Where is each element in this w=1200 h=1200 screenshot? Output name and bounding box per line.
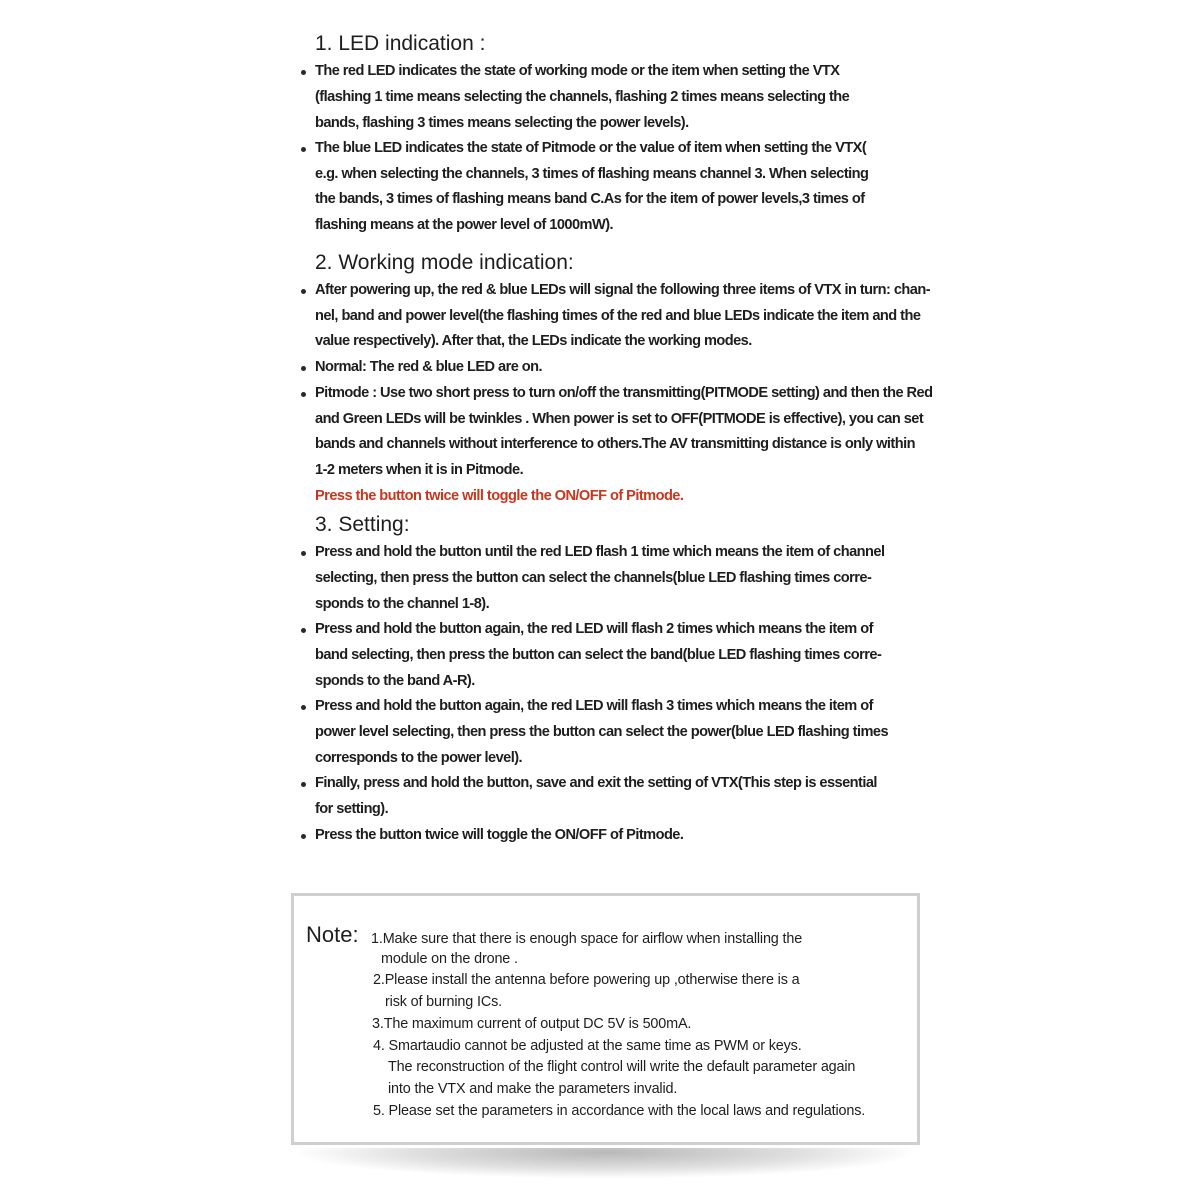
text-line: (flashing 1 time means selecting the channels, flashing 2 times means selecting the bbox=[315, 89, 850, 105]
text-line: sponds to the channel 1-8). bbox=[315, 596, 490, 612]
bullet-dot bbox=[301, 70, 306, 75]
bullet-dot bbox=[301, 366, 306, 371]
text-line: bands, flashing 3 times means selecting the power levels). bbox=[315, 115, 689, 131]
text-line: nel, band and power level(the flashing times of the red and blue LEDs indicate the item and the bbox=[315, 308, 921, 324]
bullet-dot bbox=[301, 289, 306, 294]
text-line: The blue LED indicates the state of Pitmode or the value of item when setting the VTX( bbox=[315, 140, 867, 156]
text-line: power level selecting, then press the button can select the power(blue LED flashing times bbox=[315, 724, 889, 740]
note-line: The reconstruction of the flight control will write the default parameter again bbox=[388, 1059, 856, 1075]
note-line: 2.Please install the antenna before powering up ,otherwise there is a bbox=[373, 972, 800, 988]
bullet-dot bbox=[301, 392, 306, 397]
text-line: the bands, 3 times of flashing means band C.As for the item of power levels,3 times of bbox=[315, 191, 865, 207]
note-line: 5. Please set the parameters in accordance with the local laws and regulations. bbox=[373, 1103, 866, 1119]
text-line: Press and hold the button until the red LED flash 1 time which means the item of channel bbox=[315, 544, 885, 560]
text-line: Pitmode : Use two short press to turn on/off the transmitting(PITMODE setting) and then the Red bbox=[315, 385, 933, 401]
section-title-led-indication: 1. LED indication : bbox=[315, 32, 486, 55]
text-line: Finally, press and hold the button, save and exit the setting of VTX(This step is essential bbox=[315, 775, 877, 791]
note-line: 4. Smartaudio cannot be adjusted at the same time as PWM or keys. bbox=[373, 1038, 802, 1054]
text-line: 1-2 meters when it is in Pitmode. bbox=[315, 462, 524, 478]
text-line: Normal: The red & blue LED are on. bbox=[315, 359, 542, 375]
text-line: Press and hold the button again, the red LED will flash 3 times which means the item of bbox=[315, 698, 873, 714]
text-line: value respectively). After that, the LEDs indicate the working modes. bbox=[315, 333, 752, 349]
text-line: Press and hold the button again, the red LED will flash 2 times which means the item of bbox=[315, 621, 873, 637]
bullet-dot bbox=[301, 705, 306, 710]
note-line: 1.Make sure that there is enough space for airflow when installing the bbox=[371, 931, 803, 947]
text-line: sponds to the band A-R). bbox=[315, 673, 475, 689]
note-line: module on the drone . bbox=[381, 951, 518, 967]
text-line: corresponds to the power level). bbox=[315, 750, 523, 766]
note-label: Note: bbox=[306, 922, 359, 947]
bullet-dot bbox=[301, 782, 306, 787]
note-line: 3.The maximum current of output DC 5V is 500mA. bbox=[372, 1016, 692, 1032]
text-line: selecting, then press the button can select the channels(blue LED flashing times corre- bbox=[315, 570, 872, 586]
section-title-setting: 3. Setting: bbox=[315, 513, 410, 536]
text-line: band selecting, then press the button can select the band(blue LED flashing times corre- bbox=[315, 647, 882, 663]
note-box-shadow bbox=[300, 1148, 912, 1178]
highlight-note-pitmode: Press the button twice will toggle the ON/OFF of Pitmode. bbox=[315, 488, 684, 504]
bullet-dot bbox=[301, 551, 306, 556]
text-line: flashing means at the power level of 1000mW). bbox=[315, 217, 614, 233]
text-line: bands and channels without interference to others.The AV transmitting distance is only within bbox=[315, 436, 915, 452]
text-line: for setting). bbox=[315, 801, 389, 817]
bullet-dot bbox=[301, 628, 306, 633]
bullet-dot bbox=[301, 147, 306, 152]
text-line: The red LED indicates the state of working mode or the item when setting the VTX bbox=[315, 63, 840, 79]
text-line: and Green LEDs will be twinkles . When power is set to OFF(PITMODE is effective), you can set bbox=[315, 411, 924, 427]
note-line: risk of burning ICs. bbox=[385, 994, 502, 1010]
text-line: Press the button twice will toggle the ON/OFF of Pitmode. bbox=[315, 827, 684, 843]
text-line: e.g. when selecting the channels, 3 times of flashing means channel 3. When selecting bbox=[315, 166, 869, 182]
section-title-working-mode: 2. Working mode indication: bbox=[315, 251, 574, 274]
text-line: After powering up, the red & blue LEDs will signal the following three items of VTX in turn: chan- bbox=[315, 282, 931, 298]
bullet-dot bbox=[301, 834, 306, 839]
note-line: into the VTX and make the parameters invalid. bbox=[388, 1081, 678, 1097]
